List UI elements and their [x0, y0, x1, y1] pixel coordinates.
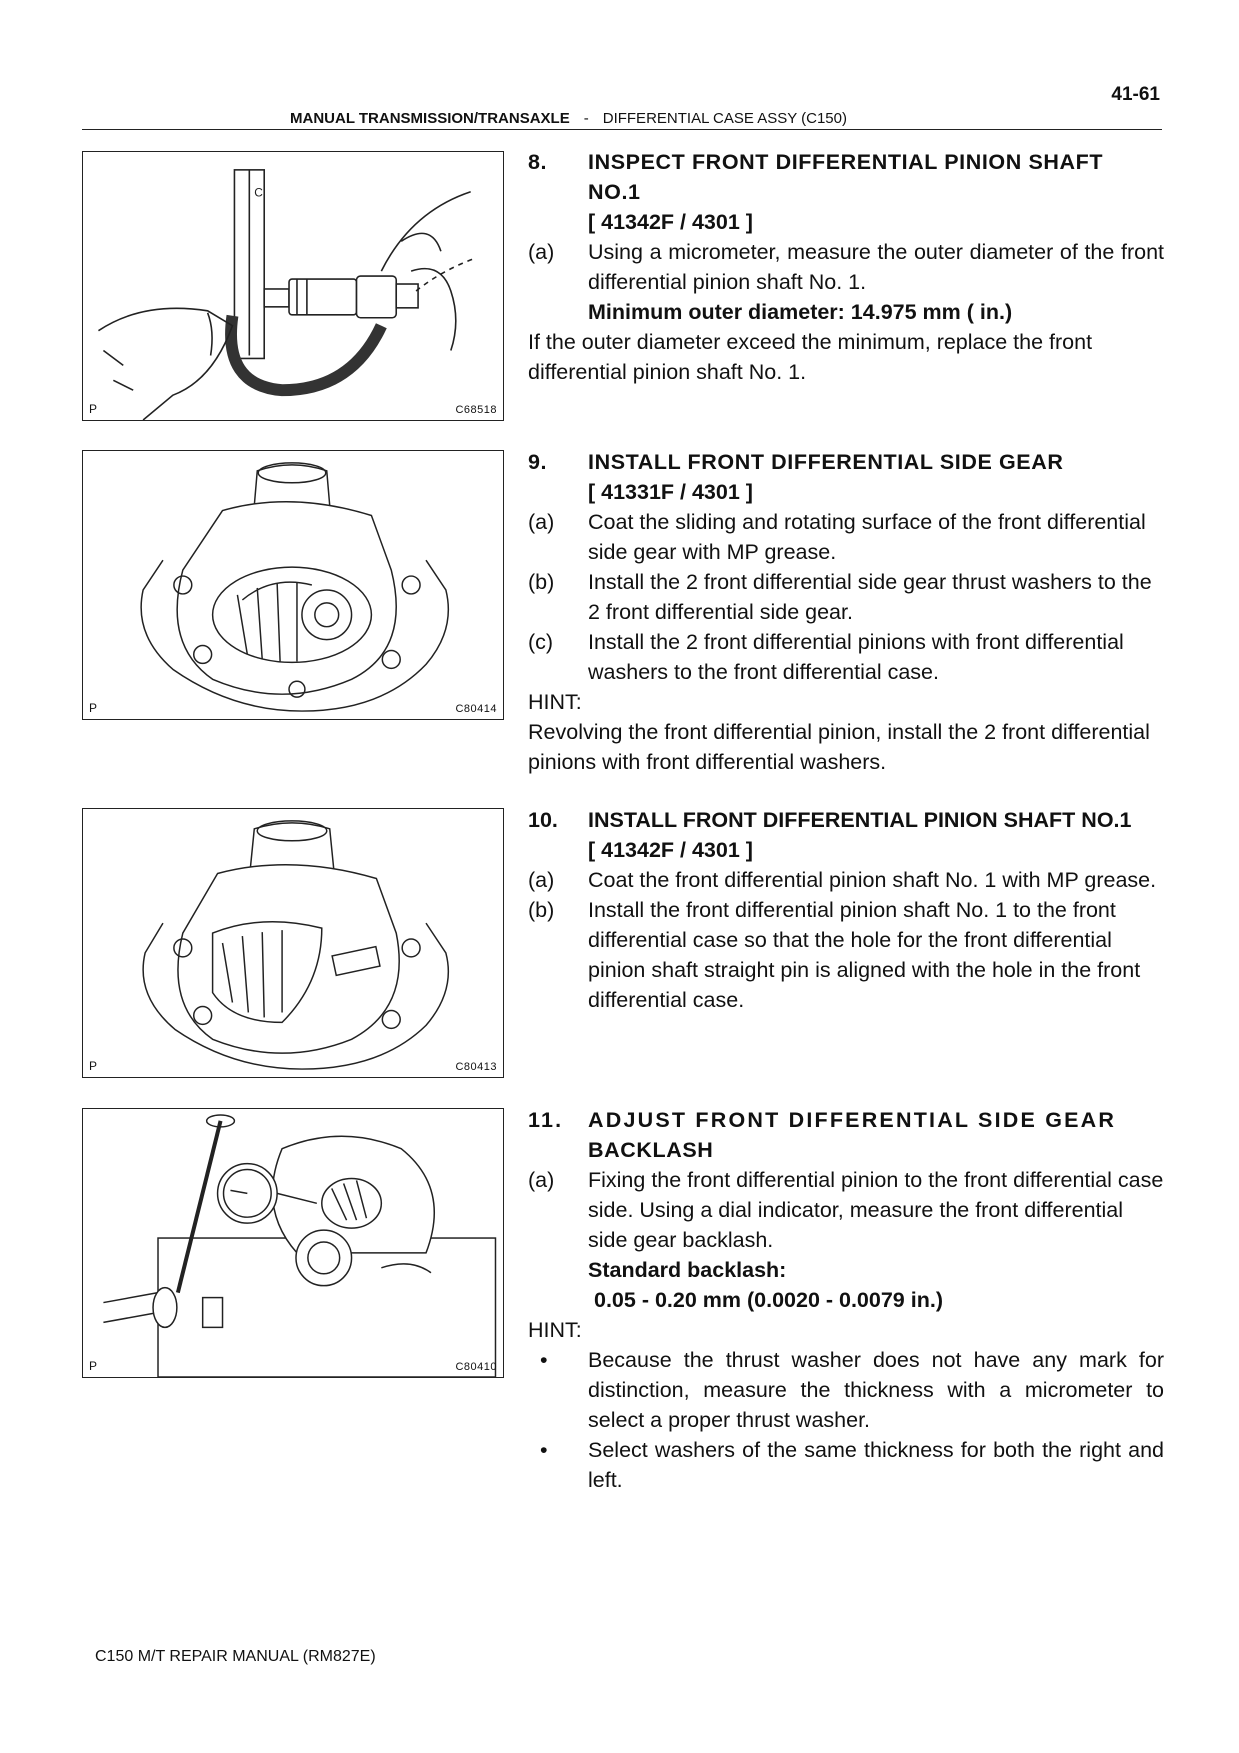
item-text: Install the 2 front differential side gear thrust washers to the 2 front differential side gear. — [588, 570, 1152, 624]
step-number: 10. — [528, 808, 558, 832]
step-note: If the outer diameter exceed the minimum, replace the front differential pinion shaft No. 1. — [528, 330, 1093, 384]
item-label: (c) — [528, 630, 554, 654]
header-rule — [82, 129, 1162, 130]
step-11 — [528, 1105, 1164, 1495]
bullet-mark: • — [540, 1438, 548, 1462]
figure-code: C80413 — [455, 1061, 497, 1073]
figure-code: C68518 — [455, 404, 497, 416]
hint-label: HINT: — [528, 690, 582, 714]
dial-indicator-illustration — [83, 1109, 503, 1377]
hint-text: Revolving the front differential pinion, install the 2 front differential pinions with front differential washers. — [528, 720, 1150, 774]
item-label: (a) — [528, 1168, 555, 1192]
step-number: 9. — [528, 450, 548, 474]
bullet-mark: • — [540, 1348, 548, 1372]
step-10 — [528, 805, 1164, 1015]
part-number: [ 41331F / 4301 ] — [588, 480, 753, 504]
item-label: (b) — [528, 898, 555, 922]
figure-dial-indicator — [82, 1108, 504, 1378]
item-label: (a) — [528, 240, 555, 264]
figure-micrometer — [82, 151, 504, 421]
figure-p-tag: P — [89, 1359, 98, 1373]
hint-label: HINT: — [528, 1318, 582, 1342]
item-text: Fixing the front differential pinion to the front differential case side. Using a dial indicator, measure the front differential side gear backlash. — [588, 1168, 1164, 1252]
item-text: Install the front differential pinion shaft No. 1 to the front differential case so that the hole for the front differential pinion shaft straight pin is aligned with the hole in the front differential case. — [588, 898, 1141, 1012]
step-title: INSPECT FRONT DIFFERENTIAL PINION SHAFT — [588, 150, 1104, 174]
step-title: ADJUST FRONT DIFFERENTIAL SIDE GEAR — [588, 1108, 1117, 1132]
figure-code: C80410 — [455, 1361, 497, 1373]
subsection-title: DIFFERENTIAL CASE ASSY (C150) — [602, 110, 847, 127]
item-label: (b) — [528, 570, 555, 594]
figure-pinion-shaft — [82, 808, 504, 1078]
spec-minimum-diameter: Minimum outer diameter: 14.975 mm ( in.) — [588, 300, 1013, 324]
item-text: Coat the front differential pinion shaft No. 1 with MP grease. — [588, 868, 1157, 892]
pinion-shaft-illustration — [83, 809, 503, 1077]
step-title: INSTALL FRONT DIFFERENTIAL PINION SHAFT NO.1 — [588, 808, 1132, 832]
spec-label: Standard backlash: — [588, 1258, 787, 1282]
item-text: Using a micrometer, measure the outer diameter of the front differential pinion shaft No. 1. — [588, 240, 1164, 294]
figure-code: C80414 — [455, 703, 497, 715]
bullet-text: Select washers of the same thickness for both the right and left. — [588, 1438, 1164, 1492]
step-8 — [528, 147, 1164, 387]
figure-side-gear — [82, 450, 504, 720]
header-separator: - — [583, 110, 589, 127]
item-text: Coat the sliding and rotating surface of the front differential side gear with MP grease. — [588, 510, 1146, 564]
step-title: INSTALL FRONT DIFFERENTIAL SIDE GEAR — [588, 450, 1064, 474]
item-label: (a) — [528, 510, 555, 534]
section-title: MANUAL TRANSMISSION/TRANSAXLE — [290, 110, 570, 127]
part-number: [ 41342F / 4301 ] — [588, 210, 753, 234]
step-number: 8. — [528, 150, 548, 174]
step-9 — [528, 447, 1164, 777]
page-number: 41-61 — [1111, 84, 1160, 105]
bullet-text: Because the thrust washer does not have any mark for distinction, measure the thickness with a micrometer to select a proper thrust washer. — [588, 1348, 1164, 1432]
step-title-cont: NO.1 — [588, 180, 641, 204]
svg-text:C: C — [254, 185, 263, 200]
running-header — [290, 110, 847, 127]
spec-value: 0.05 - 0.20 mm (0.0020 - 0.0079 in.) — [594, 1288, 943, 1312]
figure-p-tag: P — [89, 402, 98, 416]
figure-p-tag: P — [89, 1059, 98, 1073]
footer-manual-id: C150 M/T REPAIR MANUAL (RM827E) — [95, 1648, 376, 1665]
differential-case-illustration — [83, 451, 503, 719]
micrometer-illustration — [83, 152, 503, 420]
item-label: (a) — [528, 868, 555, 892]
step-title-cont: BACKLASH — [588, 1138, 714, 1162]
item-text: Install the 2 front differential pinions with front differential washers to the front differential case. — [588, 630, 1124, 684]
part-number: [ 41342F / 4301 ] — [588, 838, 753, 862]
figure-p-tag: P — [89, 701, 98, 715]
step-number: 11. — [528, 1108, 564, 1132]
